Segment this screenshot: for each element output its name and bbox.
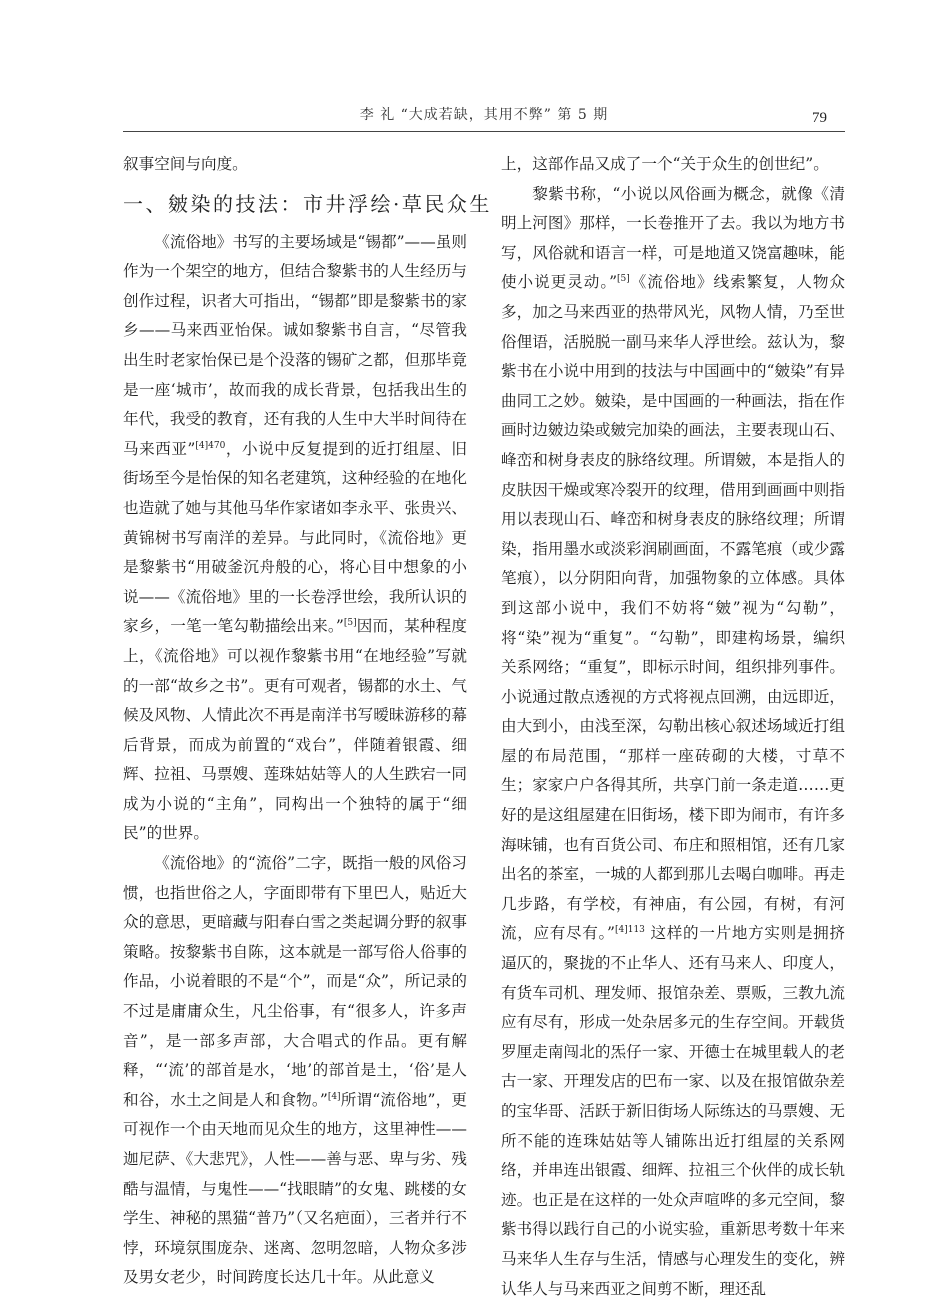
page-number: 79 xyxy=(812,110,827,126)
left-paragraph-1 xyxy=(123,228,467,849)
right-carryover-text: 上，这部作品又成了一个“关于众生的创世纪”。 xyxy=(501,155,829,173)
paragraph-text: 《流俗地》线索繁复，人物众多，加之马来西亚的热带风光，风物人情，乃至世俗俚语，活脱脱一副马来华人浮世绘。兹认为，黎紫书在小说中用到的技法与中国画中的“皴染”有异曲同工之妙。皴染，是中国画的一种画法，指在作画时边皴边染或皴完加染的画法，主要表现山石、峰峦和树身表皮的脉络纹理。所谓皴，本是指人的皮肤因干燥或寒冷裂开的纹理，借用到画画中则指用以表现山石、峰峦和树身表皮的脉络纹理；所谓染，指用墨水或淡彩润刷画面，不露笔痕（或少露笔痕），以分阴阳向背，加强物象的立体感。具体到这部小说中，我们不妨将“皴”视为“勾勒”，将“染”视为“重复”。“勾勒”，即建构场景，编织关系网络；“重复”，即标示时间，组织排列事件。小说通过散点透视的方式将视点回溯，由远即近，由大到小，由浅至深，勾勒出核心叙述场域近打组屋的布局范围，“那样一座砖砌的大楼，寸草不生；家家户户各得其所，共享门前一条走道……更好的是这组屋建在旧街场，楼下即为闹市，有许多海味铺，也有百货公司、布庄和照相馆，还有几家出名的茶室，一城的人都到那儿去喝白咖啡。再走几步路，有学校，有神庙，有公园，有树，有河流，应有尽有。” xyxy=(501,273,845,943)
right-column xyxy=(501,150,845,1304)
citation: [5] xyxy=(617,274,630,285)
citation: [4] xyxy=(327,1091,341,1102)
citation: [4]470 xyxy=(195,440,226,451)
left-carryover-text: 叙事空间与向度。 xyxy=(123,155,248,173)
paragraph-text: 黎紫书称，“小说以风俗画为概念，就像《清明上河图》那样，一长卷推开了去。我以为地方书写，风俗就和语言一样，可是地道又饶富趣味，能使小说更灵动。” xyxy=(501,184,845,292)
right-paragraph-1 xyxy=(501,180,845,1304)
paragraph-text: 《流俗地》书写的主要场域是“锡都”——虽则作为一个架空的地方，但结合黎紫书的人生经历与创作过程，识者大可指出，“锡都”即是黎紫书的家乡——马来西亚怡保。诚如黎紫书自言，“尽管我出生时老家怡保已是个没落的锡矿之都，但那毕竟是一座‘城市’，故而我的成长背景，包括我出生的年代，我受的教育，还有我的人生中大半时间待在马来西亚” xyxy=(123,232,467,458)
left-column xyxy=(123,150,492,1293)
page-header xyxy=(123,104,845,130)
section-heading: 一、皴染的技法：市井浮绘·草民众生 xyxy=(123,191,492,216)
paragraph-text: 所谓“流俗地”，更可视作一个由天地而见众生的地方，这里神性——迦尼萨、《大悲咒》，人性——善与恶、卑与劣、残酷与温情，与鬼性——“找眼睛”的女鬼、跳楼的女学生、神秘的黑猫“普乃”（又名疤面），三者并行不悖，环境氛围庞杂、迷离、忽明忽暗，人物众多涉及男女老少，时间跨度长达几十年。从此意义 xyxy=(123,1090,467,1287)
header-rule xyxy=(123,131,845,132)
paragraph-text: 因而，某种程度上，《流俗地》可以视作黎紫书用“在地经验”写就的一部“故乡之书”。更有可观者，锡都的水土、气候及风物、人情此次不再是南洋书写暧昧游移的幕后背景，而成为前置的“戏台”，伴随着银霞、细辉、拉祖、马票嫂、莲珠姑姑等人的人生跌宕一同成为小说的“主角”，同构出一个独特的属于“细民”的世界。 xyxy=(123,617,467,843)
left-paragraph-2 xyxy=(123,849,467,1293)
paragraph-text: ，小说中反复提到的近打组屋、旧街场至今是怡保的知名老建筑，这种经验的在地化也造就了她与其他马华作家诸如李永平、张贵兴、黄锦树书写南洋的差异。与此同时，《流俗地》更是黎紫书“用破釜沉舟般的心，将心目中想象的小说——《流俗地》里的一长卷浮世绘，我所认识的家乡，一笔一笔勾勒描绘出来。” xyxy=(123,439,467,636)
running-head: 李 礼 “大成若缺，其用不弊” 第 5 期 xyxy=(359,107,609,123)
paragraph-text: 这样的一片地方实则是拥挤逼仄的，聚拢的不止华人、还有马来人、印度人，有货车司机、理发师、报馆杂差、票贩，三教九流应有尽有，形成一处杂居多元的生存空间。开载货罗厘走南闯北的炁仔一家、开德士在城里载人的老古一家、开理发店的巴布一家、以及在报馆做杂差的宝华哥、活跃于新旧街场人际练达的马票嫂、无所不能的连珠姑姑等人铺陈出近打组屋的关系网络，并串连出银霞、细辉、拉祖三个伙伴的成长轨迹。也正是在这样的一处众声喧哗的多元空间，黎紫书得以践行自己的小说实验，重新思考数十年来马来华人生存与生活，情感与心理发生的变化，辨认华人与马来西亚之间剪不断，理还乱 xyxy=(501,924,845,1298)
paragraph-text: 《流俗地》的“流俗”二字，既指一般的风俗习惯，也指世俗之人，字面即带有下里巴人，贴近大众的意思，更暗藏与阳春白雪之类起调分野的叙事策略。按黎紫书自陈，这本就是一部写俗人俗事的作品，小说着眼的不是“个”，而是“众”，所记录的不过是庸庸众生，凡尘俗事，有“很多人，许多声音”，是一部多声部，大合唱式的作品。更有解释，“‘流’的部首是水，‘地’的部首是土，‘俗’是人和谷，水土之间是人和食物。” xyxy=(123,854,467,1109)
citation: [5] xyxy=(343,618,357,629)
citation: [4]113 xyxy=(614,925,645,936)
